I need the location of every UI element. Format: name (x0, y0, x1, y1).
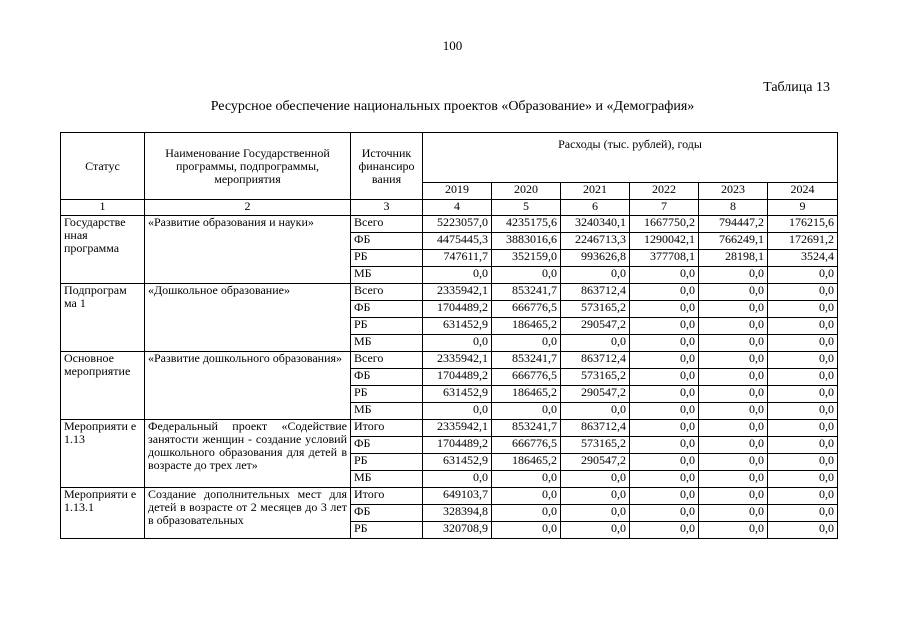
expense-value: 853241,7 (492, 352, 561, 369)
table-row (61, 216, 838, 233)
expense-value: 0,0 (492, 403, 561, 420)
column-index: 3 (351, 200, 423, 216)
expense-value: 0,0 (630, 505, 699, 522)
row-name: Федеральный проект «Содействие занятости женщин - создание условий дошкольного образования для детей в возрасте до трех лет» (145, 420, 351, 488)
expense-value: 1667750,2 (630, 216, 699, 233)
expense-value: 172691,2 (768, 233, 838, 250)
expense-value: 3883016,6 (492, 233, 561, 250)
funding-source: РБ (351, 386, 423, 403)
header-name: Наименование Государственной программы, подпрограммы, мероприятия (145, 133, 351, 200)
expense-value: 290547,2 (561, 454, 630, 471)
row-name: «Развитие образования и науки» (145, 216, 351, 284)
expense-value: 3240340,1 (561, 216, 630, 233)
expense-value: 3524,4 (768, 250, 838, 267)
expense-value: 0,0 (699, 369, 768, 386)
table-row (61, 352, 838, 369)
expense-value: 631452,9 (423, 386, 492, 403)
expense-value: 0,0 (699, 454, 768, 471)
expense-value: 0,0 (561, 267, 630, 284)
expense-value: 0,0 (423, 267, 492, 284)
expense-value: 0,0 (699, 488, 768, 505)
expense-value: 666776,5 (492, 437, 561, 454)
expense-value: 0,0 (699, 437, 768, 454)
funding-source: РБ (351, 522, 423, 539)
expense-value: 0,0 (561, 488, 630, 505)
row-status: Подпрограм ма 1 (61, 284, 145, 352)
funding-source: РБ (351, 454, 423, 471)
column-index: 4 (423, 200, 492, 216)
expense-value: 176215,6 (768, 216, 838, 233)
expense-value: 0,0 (768, 437, 838, 454)
expense-value: 0,0 (768, 403, 838, 420)
expense-value: 0,0 (768, 301, 838, 318)
expense-value: 352159,0 (492, 250, 561, 267)
funding-source: ФБ (351, 233, 423, 250)
expense-value: 0,0 (768, 471, 838, 488)
header-status: Статус (61, 133, 145, 200)
expense-value: 863712,4 (561, 352, 630, 369)
table-row (61, 284, 838, 301)
expense-value: 0,0 (630, 488, 699, 505)
expense-value: 1704489,2 (423, 369, 492, 386)
expense-value: 0,0 (630, 403, 699, 420)
row-status: Государстве нная программа (61, 216, 145, 284)
expense-value: 0,0 (630, 318, 699, 335)
expense-value: 0,0 (492, 471, 561, 488)
expense-value: 0,0 (768, 335, 838, 352)
table-label: Таблица 13 (763, 80, 830, 95)
expense-value: 290547,2 (561, 318, 630, 335)
page-number: 100 (442, 38, 463, 53)
expense-value: 0,0 (768, 284, 838, 301)
expense-value: 5223057,0 (423, 216, 492, 233)
expense-value: 0,0 (699, 386, 768, 403)
expense-value: 766249,1 (699, 233, 768, 250)
row-name: «Дошкольное образование» (145, 284, 351, 352)
expense-value: 2246713,3 (561, 233, 630, 250)
column-index: 2 (145, 200, 351, 216)
expense-value: 2335942,1 (423, 284, 492, 301)
funding-source: Всего (351, 284, 423, 301)
expense-value: 0,0 (699, 284, 768, 301)
row-status: Мероприяти е 1.13.1 (61, 488, 145, 539)
expense-value: 0,0 (768, 488, 838, 505)
column-index: 8 (699, 200, 768, 216)
expense-value: 0,0 (699, 301, 768, 318)
header-expenses: Расходы (тыс. рублей), годы (423, 133, 838, 183)
expense-value: 0,0 (630, 335, 699, 352)
funding-source: МБ (351, 471, 423, 488)
header-year: 2021 (561, 183, 630, 200)
funding-source: ФБ (351, 505, 423, 522)
header-year: 2020 (492, 183, 561, 200)
expense-value: 186465,2 (492, 454, 561, 471)
expense-value: 2335942,1 (423, 352, 492, 369)
expense-value: 0,0 (630, 284, 699, 301)
expense-value: 1704489,2 (423, 301, 492, 318)
expense-value: 853241,7 (492, 420, 561, 437)
expense-value: 0,0 (561, 471, 630, 488)
funding-source: Всего (351, 216, 423, 233)
expense-value: 0,0 (630, 369, 699, 386)
expense-value: 0,0 (492, 488, 561, 505)
expense-value: 0,0 (768, 369, 838, 386)
expense-value: 186465,2 (492, 386, 561, 403)
expense-value: 0,0 (492, 522, 561, 539)
expense-value: 0,0 (630, 522, 699, 539)
expense-value: 747611,7 (423, 250, 492, 267)
expense-value: 666776,5 (492, 301, 561, 318)
expense-value: 0,0 (768, 522, 838, 539)
funding-source: Итого (351, 488, 423, 505)
expense-value: 0,0 (423, 403, 492, 420)
expense-value: 0,0 (630, 386, 699, 403)
column-index: 7 (630, 200, 699, 216)
expense-value: 4475445,3 (423, 233, 492, 250)
column-index: 5 (492, 200, 561, 216)
expense-value: 863712,4 (561, 420, 630, 437)
expense-value: 0,0 (768, 267, 838, 284)
expense-value: 320708,9 (423, 522, 492, 539)
expense-value: 993626,8 (561, 250, 630, 267)
column-index: 1 (61, 200, 145, 216)
expense-value: 0,0 (423, 335, 492, 352)
resource-table (60, 132, 838, 539)
expense-value: 0,0 (699, 335, 768, 352)
expense-value: 0,0 (768, 386, 838, 403)
expense-value: 863712,4 (561, 284, 630, 301)
header-source: Источник финансиро вания (351, 133, 423, 200)
expense-value: 186465,2 (492, 318, 561, 335)
expense-value: 0,0 (630, 437, 699, 454)
expense-value: 0,0 (561, 335, 630, 352)
table-row (61, 420, 838, 437)
table-row (61, 488, 838, 505)
expense-value: 290547,2 (561, 386, 630, 403)
expense-value: 377708,1 (630, 250, 699, 267)
expense-value: 0,0 (699, 522, 768, 539)
header-year: 2024 (768, 183, 838, 200)
header-year: 2022 (630, 183, 699, 200)
expense-value: 0,0 (699, 267, 768, 284)
header-year: 2019 (423, 183, 492, 200)
expense-value: 573165,2 (561, 437, 630, 454)
expense-value: 0,0 (768, 505, 838, 522)
expense-value: 0,0 (561, 522, 630, 539)
header-year: 2023 (699, 183, 768, 200)
column-index: 9 (768, 200, 838, 216)
expense-value: 631452,9 (423, 454, 492, 471)
expense-value: 0,0 (492, 267, 561, 284)
expense-value: 649103,7 (423, 488, 492, 505)
expense-value: 0,0 (630, 267, 699, 284)
expense-value: 1704489,2 (423, 437, 492, 454)
expense-value: 0,0 (492, 335, 561, 352)
expense-value: 794447,2 (699, 216, 768, 233)
expense-value: 0,0 (630, 352, 699, 369)
expense-value: 0,0 (699, 403, 768, 420)
expense-value: 0,0 (630, 471, 699, 488)
expense-value: 853241,7 (492, 284, 561, 301)
funding-source: РБ (351, 250, 423, 267)
expense-value: 666776,5 (492, 369, 561, 386)
funding-source: МБ (351, 403, 423, 420)
row-name: Создание дополнительных мест для детей в возрасте от 2 месяцев до 3 лет в образовательных (145, 488, 351, 539)
expense-value: 0,0 (561, 403, 630, 420)
column-index: 6 (561, 200, 630, 216)
funding-source: МБ (351, 335, 423, 352)
funding-source: ФБ (351, 437, 423, 454)
expense-value: 0,0 (492, 505, 561, 522)
expense-value: 0,0 (561, 505, 630, 522)
expense-value: 28198,1 (699, 250, 768, 267)
row-status: Основное мероприятие (61, 352, 145, 420)
expense-value: 0,0 (630, 454, 699, 471)
expense-value: 2335942,1 (423, 420, 492, 437)
expense-value: 0,0 (768, 454, 838, 471)
expense-value: 0,0 (768, 318, 838, 335)
expense-value: 573165,2 (561, 301, 630, 318)
expense-value: 1290042,1 (630, 233, 699, 250)
funding-source: МБ (351, 267, 423, 284)
expense-value: 4235175,6 (492, 216, 561, 233)
expense-value: 0,0 (699, 318, 768, 335)
expense-value: 0,0 (630, 420, 699, 437)
row-name: «Развитие дошкольного образования» (145, 352, 351, 420)
funding-source: Всего (351, 352, 423, 369)
expense-value: 328394,8 (423, 505, 492, 522)
expense-value: 0,0 (768, 420, 838, 437)
expense-value: 0,0 (423, 471, 492, 488)
expense-value: 0,0 (768, 352, 838, 369)
expense-value: 573165,2 (561, 369, 630, 386)
expense-value: 0,0 (699, 505, 768, 522)
expense-value: 0,0 (699, 471, 768, 488)
expense-value: 0,0 (630, 301, 699, 318)
funding-source: РБ (351, 318, 423, 335)
funding-source: ФБ (351, 301, 423, 318)
document-title: Ресурсное обеспечение национальных проектов «Образование» и «Демография» (210, 99, 695, 114)
funding-source: ФБ (351, 369, 423, 386)
expense-value: 0,0 (699, 352, 768, 369)
funding-source: Итого (351, 420, 423, 437)
expense-value: 0,0 (699, 420, 768, 437)
expense-value: 631452,9 (423, 318, 492, 335)
row-status: Мероприяти е 1.13 (61, 420, 145, 488)
